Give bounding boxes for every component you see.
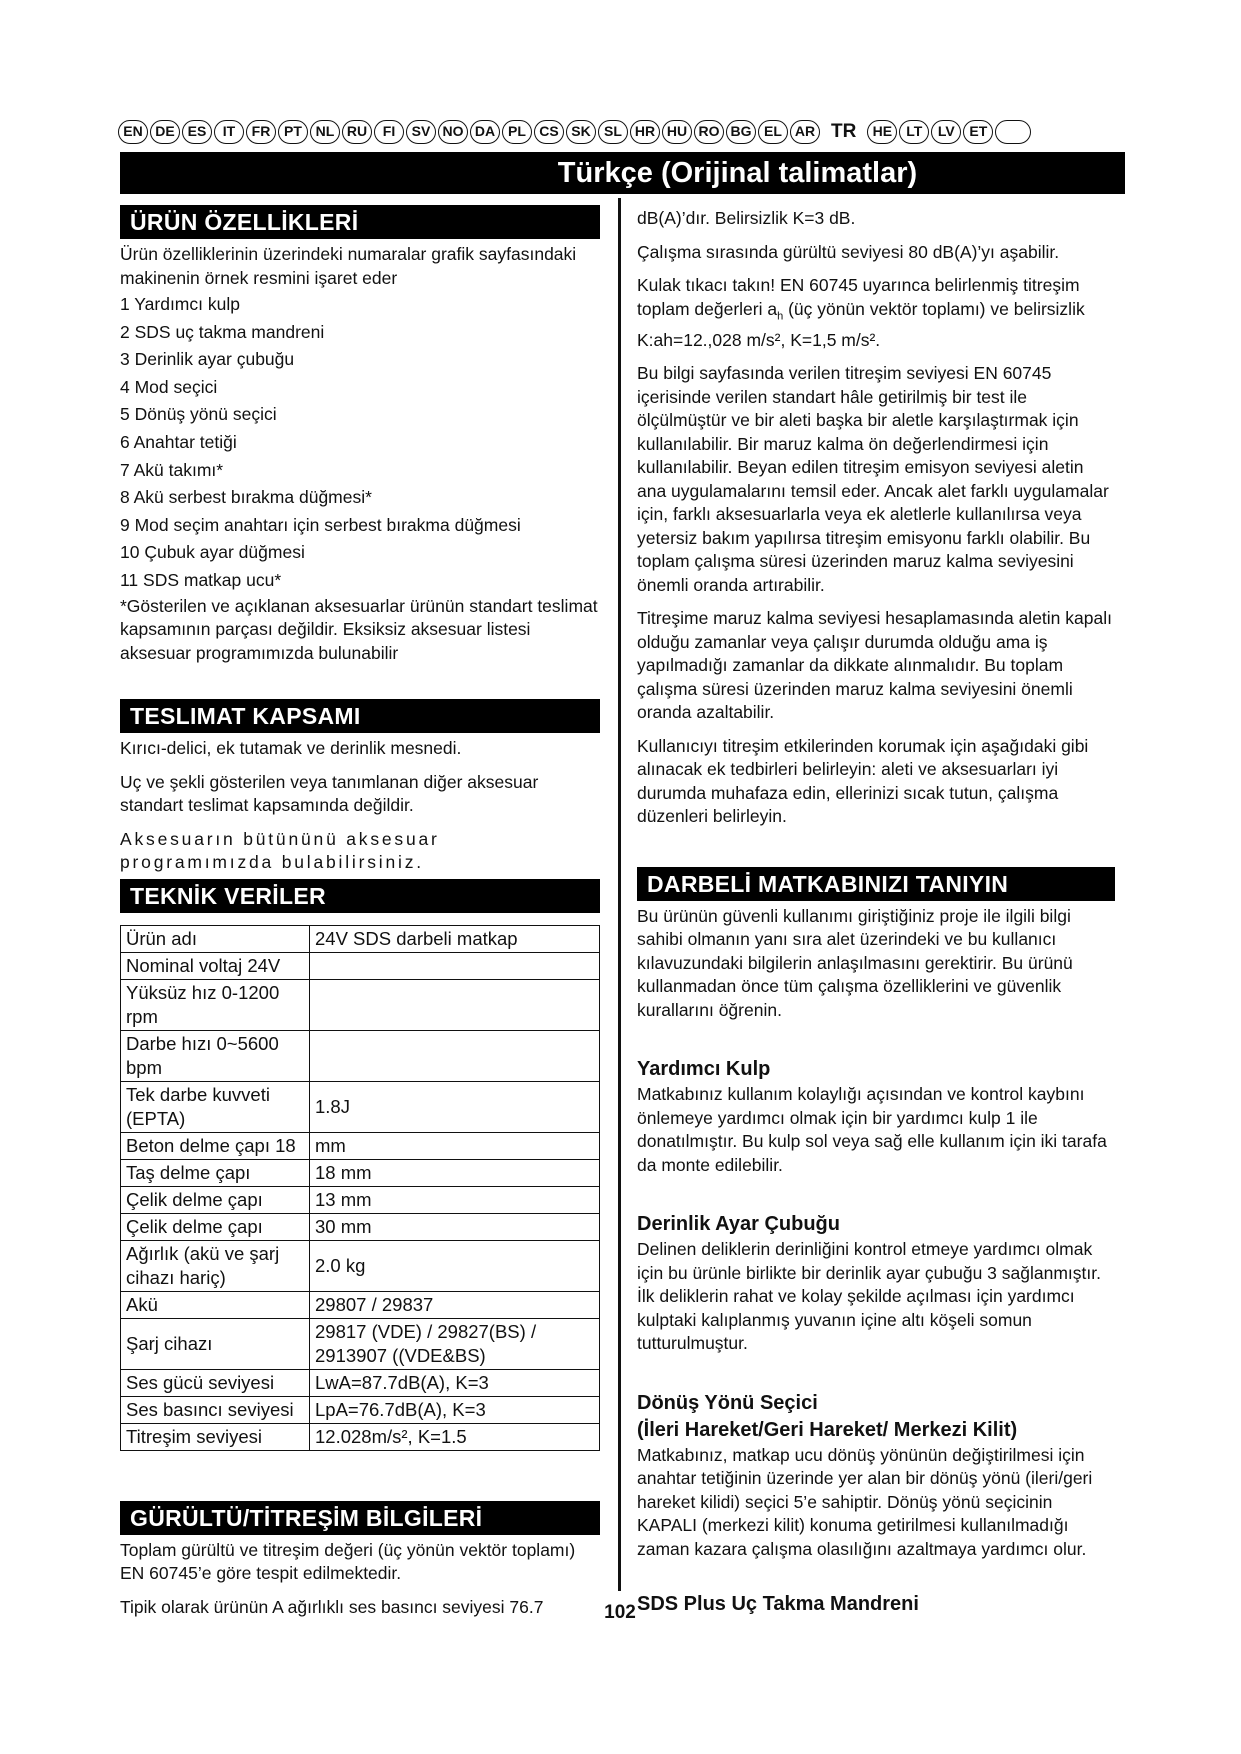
features-item: 2 SDS uç takma mandreni <box>120 321 325 342</box>
spec-value: LpA=76.7dB(A), K=3 <box>310 1396 600 1423</box>
spec-label: Taş delme çapı <box>121 1159 310 1186</box>
depth-rod-title: Derinlik Ayar Çubuğu <box>637 1213 840 1235</box>
language-tab-ro: RO <box>694 120 724 144</box>
spec-value: 30 mm <box>310 1213 600 1240</box>
table-row <box>121 1132 600 1159</box>
spec-value: mm <box>310 1132 600 1159</box>
language-tab-nl: NL <box>310 120 340 144</box>
features-item: 6 Anahtar tetiği <box>120 431 237 452</box>
page-number: 102 <box>604 1602 636 1623</box>
technical-table <box>120 925 600 1451</box>
spec-label: Şarj cihazı <box>121 1318 310 1369</box>
noise-p8: Kullanıcıyı titreşim etkilerinden korumak için aşağıdaki gibi alınacak ek tedbirleri belirleyin: aleti ve aksesuarları iyi durumda muhafaza edin, ellerinizi sıcak tutun, çalışma düzenleri belirleyin. <box>637 735 1089 826</box>
spec-value: 12.028m/s², K=1.5 <box>310 1423 600 1450</box>
language-tab-pt: PT <box>278 120 308 144</box>
table-row <box>121 1240 600 1291</box>
noise-p2: Tipik olarak ürünün A ağırlıklı ses basıncı seviyesi 76.7 <box>120 1596 544 1617</box>
table-row <box>121 925 600 952</box>
noise-p3: dB(A)’dır. Belirsizlik K=3 dB. <box>637 208 856 228</box>
features-item: 3 Derinlik ayar çubuğu <box>120 349 295 370</box>
spec-value: 18 mm <box>310 1159 600 1186</box>
rotation-selector-subtitle: (İleri Hareket/Geri Hareket/ Merkezi Kilit) <box>637 1418 1018 1441</box>
technical-heading: TEKNİK VERİLER <box>120 879 600 913</box>
language-tab-fi: FI <box>374 120 404 144</box>
spec-value: 1.8J <box>310 1081 600 1132</box>
noise-p7: Titreşime maruz kalma seviyesi hesaplamasında aletin kapalı olduğu zamanlar veya çalışır durumda olduğu ama iş yapılmadığı zamanlar da dikkate alınmalıdır. Bu toplam çalışma süresi üzerinden maruz kalma seviyesini önemli oranda azaltabilir. <box>637 608 1112 722</box>
features-item: 7 Akü takımı* <box>120 459 224 480</box>
language-tab-bg: BG <box>726 120 756 144</box>
spec-value: LwA=87.7dB(A), K=3 <box>310 1369 600 1396</box>
language-tab-pl: PL <box>502 120 532 144</box>
left-column <box>120 205 600 1619</box>
language-tab-sv: SV <box>406 120 436 144</box>
spec-label: Darbe hızı 0~5600 bpm <box>121 1030 310 1081</box>
table-row <box>121 1213 600 1240</box>
delivery-p3: Aksesuarın bütününü aksesuar programımızda bulabilirsiniz. <box>120 828 440 873</box>
spec-value: 2.0 kg <box>310 1240 600 1291</box>
table-row <box>121 1318 600 1369</box>
features-list <box>120 291 600 595</box>
features-item: 9 Mod seçim anahtarı için serbest bırakma düğmesi <box>120 514 521 535</box>
features-note: *Gösterilen ve açıklanan aksesuarlar ürünün standart teslimat kapsamının parçası değildir. Eksiksiz aksesuar listesi aksesuar programımızda bulunabilir <box>120 595 598 663</box>
language-tab-fr: FR <box>246 120 276 144</box>
language-tab-hr: HR <box>630 120 660 144</box>
language-tab-lv: LV <box>931 120 961 144</box>
language-tab-sk: SK <box>566 120 596 144</box>
spec-label: Yüksüz hız 0-1200 rpm <box>121 979 310 1030</box>
spec-label: Ağırlık (akü ve şarj cihazı hariç) <box>121 1240 310 1291</box>
spec-value <box>310 979 600 1030</box>
table-row <box>121 952 600 979</box>
language-tab-ru: RU <box>342 120 372 144</box>
right-column <box>637 207 1115 1618</box>
table-row <box>121 1423 600 1450</box>
language-tab-et: ET <box>963 120 993 144</box>
features-item: 5 Dönüş yönü seçici <box>120 404 277 425</box>
features-item: 11 SDS matkap ucu* <box>120 569 282 590</box>
noise-heading: GÜRÜLTÜ/TİTREŞİM BİLGİLERİ <box>120 1501 600 1535</box>
language-tab-el: EL <box>758 120 788 144</box>
spec-label: Tek darbe kuvveti (EPTA) <box>121 1081 310 1132</box>
spec-value: 13 mm <box>310 1186 600 1213</box>
depth-rod-text: Delinen deliklerin derinliğini kontrol etmeye yardımcı olmak için bu ürünle birlikte bir derinlik ayar çubuğu 3 sağlanmıştır. İlk deliklerin rahat ve kolay şekilde açılması için yardımcı kulptaki kalıplanmış yuvanın içine altı köşeli somun tutturulmuştur. <box>637 1239 1101 1353</box>
language-tab-it: IT <box>214 120 244 144</box>
spec-value <box>310 1030 600 1081</box>
language-tab-en: EN <box>118 120 148 144</box>
spec-label: Nominal voltaj 24V <box>121 952 310 979</box>
language-tab-cs: CS <box>534 120 564 144</box>
features-item: 10 Çubuk ayar düğmesi <box>120 542 305 563</box>
page-title <box>120 152 1125 194</box>
table-row <box>121 1291 600 1318</box>
language-tabs <box>118 118 1033 146</box>
spec-value: 29817 (VDE) / 29827(BS) / 2913907 ((VDE&BS) <box>310 1318 600 1369</box>
noise-p4: Çalışma sırasında gürültü seviyesi 80 dB(A)’yı aşabilir. <box>637 241 1060 262</box>
delivery-p2: Uç ve şekli gösterilen veya tanımlanan diğer aksesuar standart teslimat kapsamında değildir. <box>120 771 539 816</box>
language-tab-no: NO <box>438 120 468 144</box>
features-intro: Ürün özelliklerinin üzerindeki numaralar grafik sayfasındaki makinenin örnek resmini işaret eder <box>120 244 577 288</box>
spec-value <box>310 952 600 979</box>
spec-label: Ses gücü seviyesi <box>121 1369 310 1396</box>
spec-label: Ürün adı <box>121 925 310 952</box>
features-item: 8 Akü serbest bırakma düğmesi* <box>120 487 372 508</box>
features-item: 1 Yardımcı kulp <box>120 294 240 314</box>
language-tab-ar: AR <box>790 120 820 144</box>
rotation-selector-text: Matkabınız, matkap ucu dönüş yönünün değiştirilmesi için anahtar tetiğinin üzerinde yer alan bir dönüş yönü (ileri/geri hareket kilidi) seçici 5’e sahiptir. Dönüş yönü seçicinin KAPALI (merkezi kilit) konuma getirilmesi kullanılmadığı zaman kazara çalışma olasılığını azaltmaya yardımcı olur. <box>637 1444 1093 1559</box>
language-tab-blank <box>995 120 1031 144</box>
table-row <box>121 1369 600 1396</box>
column-divider <box>618 198 621 1591</box>
spec-value: 29807 / 29837 <box>310 1291 600 1318</box>
language-tab-de: DE <box>150 120 180 144</box>
page-title-text: Türkçe (Orijinal talimatlar) <box>557 156 918 189</box>
spec-value: 24V SDS darbeli matkap <box>310 925 600 952</box>
table-row <box>121 1186 600 1213</box>
sds-chuck-title: SDS Plus Uç Takma Mandreni <box>637 1593 919 1615</box>
table-row <box>121 1030 600 1081</box>
rotation-selector-title: Dönüş Yönü Seçici <box>637 1391 818 1414</box>
language-tab-bar <box>118 118 1128 146</box>
spec-label: Beton delme çapı 18 <box>121 1132 310 1159</box>
language-tab-tr: TR <box>822 120 865 144</box>
spec-label: Akü <box>121 1291 310 1318</box>
language-tab-da: DA <box>470 120 500 144</box>
spec-label: Çelik delme çapı <box>121 1213 310 1240</box>
table-row <box>121 1159 600 1186</box>
spec-label: Titreşim seviyesi <box>121 1423 310 1450</box>
auxiliary-handle-title: Yardımcı Kulp <box>637 1058 771 1080</box>
language-tab-es: ES <box>182 120 212 144</box>
noise-p6: Bu bilgi sayfasında verilen titreşim seviyesi EN 60745 içerisinde verilen standart hâle getirilmiş bir test ile ölçülmüştür ve bir aleti başka bir aletle karşılaştırmak için kullanılabilir. Bir maruz kalma ön değerlendirmesi için kullanılabilir. Beyan edilen titreşim emisyon seviyesi aletin ana uygulamalarını temsil eder. Ancak alet farklı uygulamalar için, farklı aksesuarlarla veya ek aletlerle kullanılırsa veya yetersiz bakım yapılırsa titreşim emisyonu farklı olabilir. Bu toplam çalışma süresi üzerinden maruz kalma seviyesini önemli oranda artırabilir. <box>637 363 1109 595</box>
language-tab-he: HE <box>867 120 897 144</box>
features-heading: ÜRÜN ÖZELLİKLERİ <box>120 205 600 239</box>
know-intro: Bu ürünün güvenli kullanımı giriştiğiniz proje ile ilgili bilgi sahibi olmanın yanı sıra alet üzerindeki ve bu kullanıcı kılavuzundaki bilgilerin anlaşılmasını gerektirir. Bu ürünü kullanmadan önce tüm çalışma özelliklerini ve güvenlik kurallarını öğrenin. <box>637 905 1073 1020</box>
spec-label: Ses basıncı seviyesi <box>121 1396 310 1423</box>
features-item: 4 Mod seçici <box>120 376 218 397</box>
delivery-heading: TESLIMAT KAPSAMI <box>120 699 600 733</box>
language-tab-hu: HU <box>662 120 692 144</box>
spec-label: Çelik delme çapı <box>121 1186 310 1213</box>
table-row <box>121 979 600 1030</box>
table-row <box>121 1081 600 1132</box>
delivery-p1: Kırıcı-delici, ek tutamak ve derinlik mesnedi. <box>120 738 462 759</box>
table-row <box>121 1396 600 1423</box>
noise-p5: Kulak tıkacı takın! EN 60745 uyarınca belirlenmiş titreşim toplam değerleri $a_h$ (üç yönün vektör toplamı) ve belirsizlik K:ah=12.,028 m/s², K=1,5 m/s². <box>637 275 1085 350</box>
language-tab-lt: LT <box>899 120 929 144</box>
auxiliary-handle-text: Matkabınız kullanım kolaylığı açısından ve kontrol kaybını önlemeye yardımcı olmak için bir yardımcı kulp 1 ile donatılmıştır. Bu kulp sol veya sağ elle kullanım için iki tarafa da monte edilebilir. <box>637 1084 1107 1175</box>
language-tab-sl: SL <box>598 120 628 144</box>
noise-p1: Toplam gürültü ve titreşim değeri (üç yönün vektör toplamı) EN 60745’e göre tespit edilmektedir. <box>120 1539 576 1584</box>
know-heading: DARBELİ MATKABINIZI TANIYIN <box>637 867 1115 901</box>
